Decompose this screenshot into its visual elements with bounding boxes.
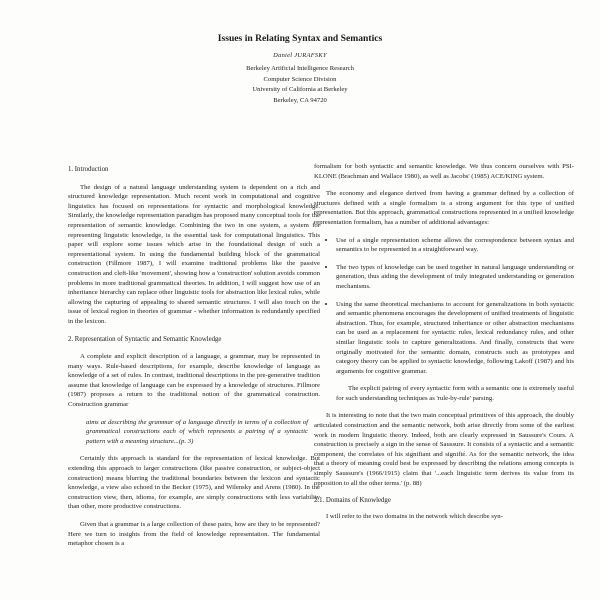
affiliation-line: Berkeley Artificial Intelligence Research	[246, 65, 354, 72]
list-item	[336, 300, 574, 404]
section-heading-introduction: 1. Introduction	[68, 166, 109, 173]
paragraph: I will refer to the two domains in the network which describe syn-	[326, 512, 503, 520]
paragraph: A complete and explicit description of a language, a grammar, may be represented in many ways. Rule-based descriptions, for example, describe knowledge of language as knowledge of a set of rules. In contrast, traditional descriptions in the pre-generative tradition assume that knowledge of language can be expressed by a knowledge of structures. Fillmore (1987) proposes a return to the traditional notion of the grammatical construction. Construction grammar	[68, 353, 320, 409]
left-column	[68, 165, 320, 557]
list-item: • The two types of knowledge can be used together in natural language understanding or generation, thus aiding the development of truly integrated understanding or generation mechanisms.	[336, 263, 574, 292]
list-item-text: Using the same theoretical mechanisms to account for generalizations in both syntactic and semantic phenomena encourages the development of unified treatments of linguistic abstraction. Thus, for example, structured inheritance or other abstraction mechanisms can be used as a replacement for syntactic rules, lexical redundancy rules, and other similar linguistic tools to capture generalizations. And finally, constructs that were originally motivated for the semantic domain, constructs such as prototypes and category theory can be applied to syntactic knowledge, following Lakoff (1987) and his arguments for cognitive grammar.	[336, 300, 574, 375]
paragraph: It is interesting to note that the two main conceptual primitives of this approach, the doubly articulated construction and the semantic network, both arise directly from some of the earliest work in modern linguistic theory. Indeed, both are clearly expressed in Saussure's Cours. A construction is precisely a sign in the sense of Saussure. It consists of a syntactic and a semantic component, the correlates of his signifiant and signifié. As for the semantic network, the idea that a theory of meaning could best be expressed by describing the relations among concepts is simply Saussure's (1966/1915) claim that '...each linguistic term derives its value from its opposition to all the other terms.' (p. 88)	[314, 412, 574, 487]
paragraph: Certainly this approach is standard for the representation of lexical knowledge. But extending this approach to larger constructions (like passive construction, or subject-object construction) means blurring the traditional boundaries between the lexicon and syntactic knowledge, a view also echoed in the Becker (1975), and Wilensky and Arens (1980). In the construction view, then, idioms, for example, are simply constructions with less variability than other, more productive constructions.	[68, 455, 320, 511]
section-heading-domains: 2.1. Domains of Knowledge	[314, 497, 391, 505]
list-item: • Use of a single representation scheme allows the correspondence between syntax and semantics to be represented in a straightforward way.	[336, 236, 574, 255]
list-item-continuation: The explicit pairing of every syntactic form with a semantic one is extremely useful for such understanding techniques as 'rule-by-rule' parsing.	[336, 385, 574, 402]
affiliation-block	[0, 64, 600, 106]
paragraph: Given that a grammar is a large collection of these pairs, how are they to be represented? Here we turn to insights from the field of knowledge representation. The fundamental metaphor chosen is a	[68, 521, 320, 548]
affiliation-line: Computer Science Division	[263, 75, 337, 83]
paragraph: The design of a natural language understanding system is dependent on a rich and structured knowledge representation. Much recent work in computational and cognitive linguistics has focused on representations for syntactic and morphological knowledge. Similarly, the knowledge representation paradigm has proposed many conceptual tools for the representation of semantic knowledge. Combining the two in one system, a system for representing linguistic knowledge, is the essential task for computational linguistics. This paper will explore some issues which arise in the foundational design of such a representational system. In using the fundamental building block of the grammatical construction (Fillmore 1987), I will examine traditional problems like the passive construction and cleft-like 'movement', showing how a 'construction' solution avoids common problems in more traditional grammatical theories. In addition, I will suggest how use of an inheritance hierarchy can replace other linguistic tools for abstraction like lexical rules, while allowing the capturing of appealing to shared semantic structures. I will also touch on the issue of lexical region in theories of grammar - whether information is redundantly specified in the lexicon.	[68, 183, 320, 325]
paper-title: Issues in Relating Syntax and Semantics	[217, 33, 383, 44]
paragraph: formalism for both syntactic and semantic knowledge. We thus concern ourselves with PSI-KLONE (Brachman and Wallace 1980), as well as Jacobs' (1985) ACE/KING system.	[314, 163, 574, 180]
paragraph: The economy and elegance derived from having a grammar defined by a collection of structures defined with a single formalism is a strong argument for this type of unified representation. But this approach, grammatical constructions represented in a unified knowledge representation formalism, has a number of additional advantages:	[314, 190, 574, 226]
author-name: Daniel JURAFSKY	[273, 52, 327, 59]
block-quote: aims at describing the grammar of a language directly in terms of a collection of grammatical constructions each of which represents a pairing of a syntactic pattern with a meaning structure...(p. 3)	[86, 418, 308, 445]
section-heading-representation: 2. Representation of Syntactic and Semantic Knowledge	[68, 335, 222, 343]
affiliation-line: University of California at Berkeley	[252, 86, 348, 93]
affiliation-line: Berkeley, CA 94720	[273, 96, 327, 104]
right-column	[314, 162, 574, 529]
advantages-list	[314, 236, 574, 404]
